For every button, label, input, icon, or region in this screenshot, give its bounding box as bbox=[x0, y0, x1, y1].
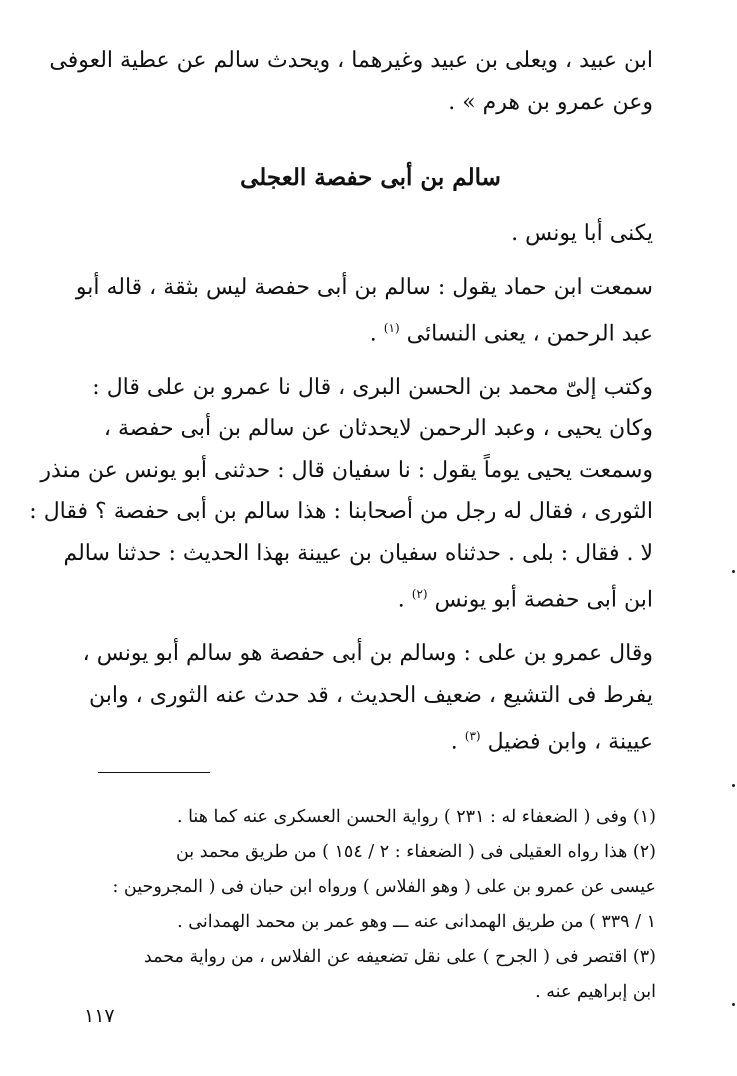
scan-mark bbox=[732, 570, 735, 573]
line-text: عبد الرحمن ، يعنى النسائى bbox=[406, 321, 653, 347]
text-line bbox=[88, 716, 653, 763]
text-line: وقال عمرو بن على : وسالم بن أبى حفصة هو سالم أبو يونس ، bbox=[82, 641, 653, 667]
text-line: يفرط فى التشيع ، ضعيف الحديث ، قد حدث عنه الثورى ، وابن bbox=[89, 682, 653, 708]
paragraph-ibn-hammad bbox=[75, 267, 653, 355]
text-line: وعن عمرو بن هرم » . bbox=[448, 89, 653, 115]
scan-mark bbox=[732, 1003, 735, 1006]
text-line: وكان يحيى ، وعبد الرحمن لايحدثان عن سالم بن أبى حفصة ، bbox=[103, 416, 653, 442]
line-text: عيينة ، وابن فضيل bbox=[487, 729, 653, 755]
main-text bbox=[29, 40, 653, 775]
line-tail: . bbox=[450, 729, 458, 755]
text-line: سمعت ابن حماد يقول : سالم بن أبى حفصة ليس بثقة ، قاله أبو bbox=[75, 274, 653, 300]
intro-paragraph bbox=[49, 40, 653, 123]
page-number: ١١٧ bbox=[84, 1005, 115, 1027]
paragraph-tashayyu bbox=[82, 633, 653, 763]
scan-mark bbox=[732, 784, 735, 787]
text-line: لا . فقال : بلى . حدثناه سفيان بن عيينة بهذا الحديث : حدثنا سالم bbox=[63, 540, 653, 566]
footnote-separator bbox=[98, 772, 210, 773]
text-line bbox=[88, 574, 653, 621]
footnote-line: عيسى عن عمرو بن على ( وهو الفلاس ) ورواه ابن حبان فى ( المجروحين : bbox=[112, 877, 656, 897]
footnote-line: (٢) هذا رواه العقيلى فى ( الضعفاء : ٢ / ١٥٤ ) من طريق محمد بن bbox=[175, 842, 656, 862]
line-tail: . bbox=[397, 587, 405, 613]
text-line: ابن عبيد ، ويعلى بن عبيد وغيرهما ، ويحدث سالم عن عطية العوفى bbox=[49, 48, 653, 73]
text-line: وسمعت يحيى يوماً يقول : نا سفيان قال : حدثنى أبو يونس عن منذر bbox=[40, 457, 653, 483]
footnote-line: ابن إبراهيم عنه . bbox=[535, 982, 656, 1002]
text-line: يكنى أبا يونس . bbox=[511, 221, 653, 246]
footnote-ref: (٢) bbox=[411, 587, 428, 602]
text-line bbox=[88, 308, 653, 355]
footnote-ref: (١) bbox=[383, 321, 400, 335]
footnote-line: (٣) اقتصر فى ( الجرح ) على نقل تضعيفه عن الفلاس ، من رواية محمد bbox=[143, 947, 656, 967]
footnotes bbox=[96, 800, 656, 1010]
line-tail: . bbox=[369, 321, 377, 347]
footnote-ref: (٣) bbox=[464, 729, 481, 744]
paragraph-amr-bin-ali bbox=[29, 367, 653, 621]
text-line: الثورى ، فقال له رجل من أصحابنا : هذا سالم بن أبى حفصة ؟ فقال : bbox=[29, 499, 653, 525]
text-line: وكتب إلىّ محمد بن الحسن البرى ، قال نا عمرو بن على قال : bbox=[92, 374, 653, 400]
paragraph-kunya bbox=[88, 213, 653, 255]
section-title: سالم بن أبى حفصة العجلى bbox=[240, 164, 501, 191]
line-text: ابن أبى حفصة أبو يونس bbox=[434, 587, 653, 613]
footnote-line: ١ / ٣٣٩ ) من طريق الهمدانى عنه ـــ وهو عمر بن محمد الهمدانى . bbox=[177, 912, 656, 932]
footnote-line: (١) وفى ( الضعفاء له : ٢٣١ ) رواية الحسن العسكرى عنه كما هنا . bbox=[176, 807, 656, 827]
